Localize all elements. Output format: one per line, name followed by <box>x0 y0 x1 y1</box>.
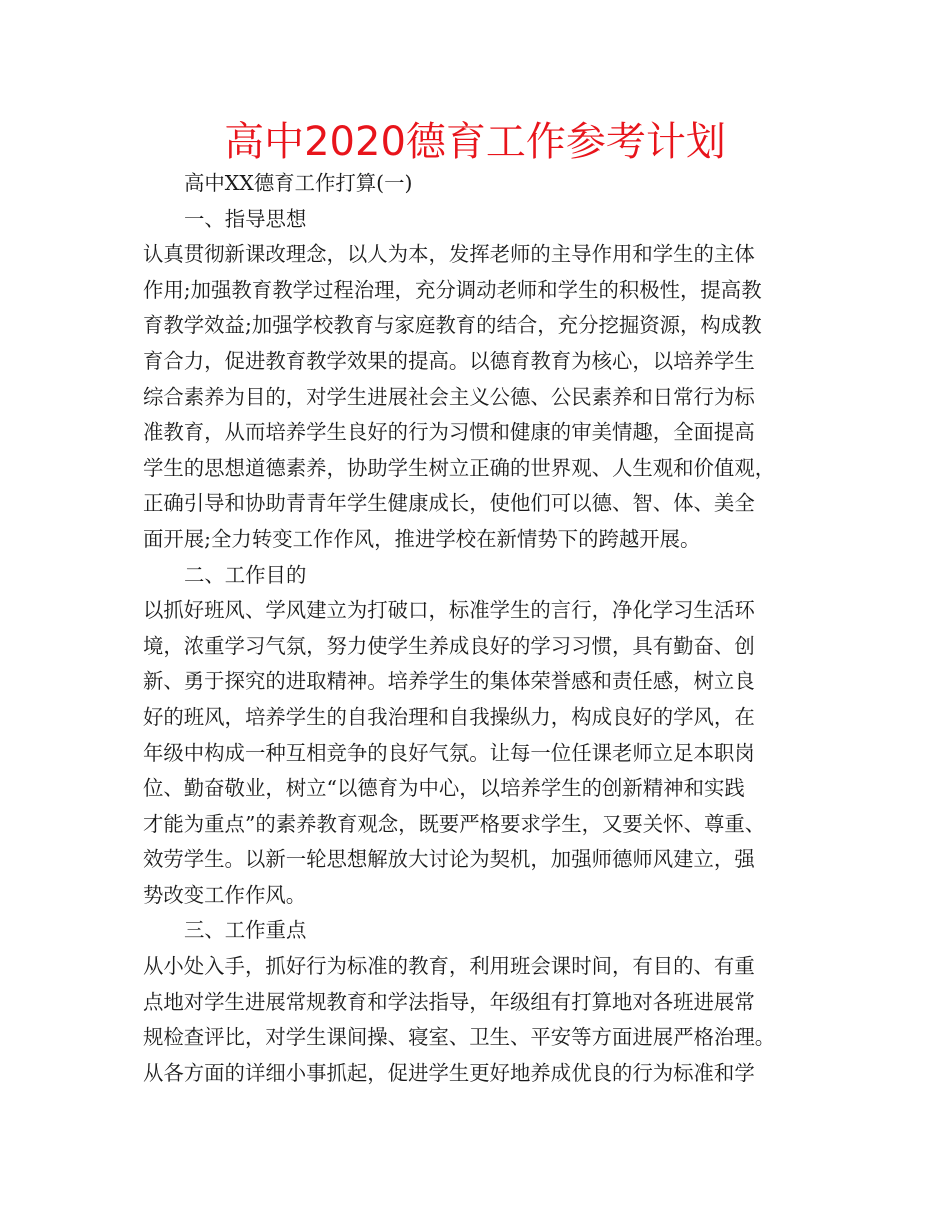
paragraph-line: 从小处入手，抓好行为标准的教育，利用班会课时间，有目的、有重 <box>143 954 755 979</box>
section-heading-line: 三、工作重点 <box>184 918 307 943</box>
paragraph-line: 才能为重点”的素养教育观念，既要严格要求学生，又要关怀、尊重、 <box>143 811 766 836</box>
paragraph-line: 好的班风，培养学生的自我治理和自我操纵力，构成良好的学风，在 <box>143 704 755 729</box>
paragraph-line: 认真贯彻新课改理念，以人为本，发挥老师的主导作用和学生的主体 <box>143 242 755 267</box>
paragraph-line: 位、勤奋敬业，树立“以德育为中心，以培养学生的创新精神和实践 <box>143 776 745 801</box>
document-title: 高中2020德育工作参考计划 <box>224 119 726 165</box>
paragraph-line: 势改变工作作风。 <box>143 882 307 907</box>
paragraph-line: 综合素养为目的，对学生进展社会主义公德、公民素养和日常行为标 <box>143 384 755 409</box>
paragraph-line: 新、勇于探究的进取精神。培养学生的集体荣誉感和责任感，树立良 <box>143 669 755 694</box>
document-body <box>143 166 815 1091</box>
paragraph-line: 育教学效益;加强学校教育与家庭教育的结合，充分挖掘资源，构成教 <box>143 313 762 338</box>
paragraph-line: 育合力，促进教育教学效果的提高。以德育教育为核心，以培养学生 <box>143 348 755 373</box>
section-heading-line: 一、指导思想 <box>184 206 307 231</box>
paragraph-line: 正确引导和协助青青年学生健康成长，使他们可以德、智、体、美全 <box>143 491 755 516</box>
paragraph-line: 规检查评比，对学生课间操、寝室、卫生、平安等方面进展严格治理。 <box>143 1025 776 1050</box>
paragraph-line: 学生的思想道德素养，协助学生树立正确的世界观、人生观和价值观， <box>143 455 776 480</box>
paragraph-line: 从各方面的详细小事抓起，促进学生更好地养成优良的行为标准和学 <box>143 1060 755 1085</box>
paragraph-line: 作用;加强教育教学过程治理，充分调动老师和学生的积极性，提高教 <box>143 277 762 302</box>
paragraph-line: 面开展;全力转变工作作风，推进学校在新情势下的跨越开展。 <box>143 526 701 551</box>
section-heading-line: 二、工作目的 <box>184 562 307 587</box>
paragraph-line: 效劳学生。以新一轮思想解放大讨论为契机，加强师德师风建立，强 <box>143 847 755 872</box>
paragraph-line: 以抓好班风、学风建立为打破口，标准学生的言行，净化学习生活环 <box>143 598 755 623</box>
paragraph-line: 年级中构成一种互相竞争的良好气氛。让每一位任课老师立足本职岗 <box>143 740 755 765</box>
paragraph-line: 准教育，从而培养学生良好的行为习惯和健康的审美情趣，全面提高 <box>143 420 755 445</box>
paragraph-line: 点地对学生进展常规教育和学法指导，年级组有打算地对各班进展常 <box>143 989 755 1014</box>
paragraph-line: 境，浓重学习气氛，努力使学生养成良好的学习习惯，具有勤奋、创 <box>143 633 755 658</box>
section-heading-line: 高中XX德育工作打算(一) <box>184 171 413 195</box>
